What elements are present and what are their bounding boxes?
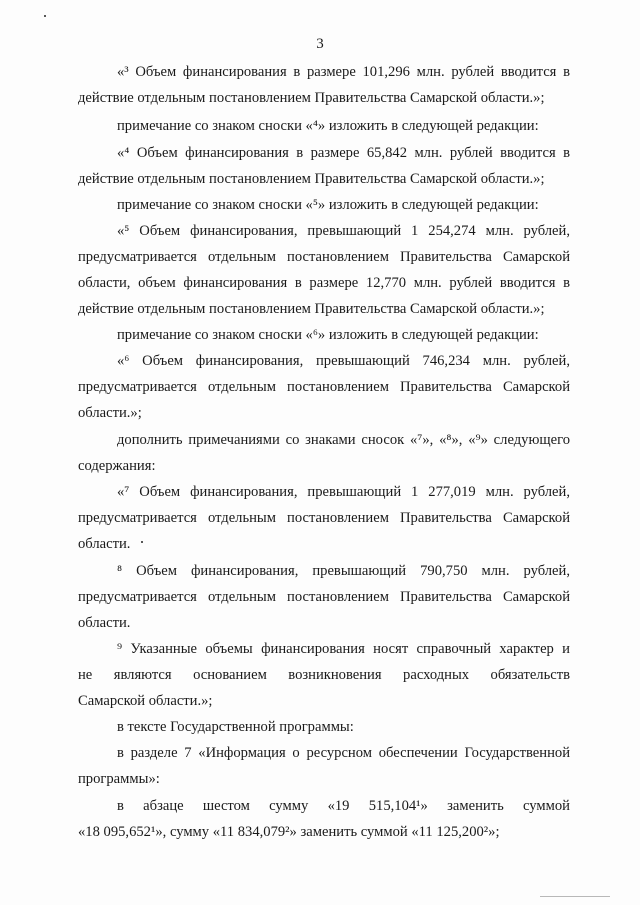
text-line: не являются основанием возникновения расходных обязательств	[78, 667, 570, 683]
text-line: ⁹ Указанные объемы финансирования носят справочный характер и	[117, 641, 570, 657]
text-line: предусматривается отдельным постановлением Правительства Самарской	[78, 249, 570, 265]
text-line: «⁷ Объем финансирования, превышающий 1 277,019 млн. рублей,	[117, 484, 570, 500]
text-line: предусматривается отдельным постановлением Правительства Самарской	[78, 379, 570, 395]
text-line: действие отдельным постановлением Правительства Самарской области.»;	[78, 171, 545, 187]
text-line: области.	[78, 615, 131, 631]
text-line: Самарской области.»;	[78, 693, 213, 709]
text-line: «18 095,652¹», сумму «11 834,079²» заменить суммой «11 125,200²»;	[78, 824, 500, 840]
text-line: примечание со знаком сноски «⁵» изложить в следующей редакции:	[117, 197, 539, 213]
page-number: 3	[316, 36, 324, 52]
text-line: дополнить примечаниями со знаками сносок «⁷», «⁸», «⁹» следующего	[117, 432, 570, 448]
scan-edge-mark	[540, 896, 610, 897]
text-line: действие отдельным постановлением Правительства Самарской области.»;	[78, 90, 545, 106]
text-line: примечание со знаком сноски «⁶» изложить в следующей редакции:	[117, 327, 539, 343]
text-line: ⁸ Объем финансирования, превышающий 790,750 млн. рублей,	[117, 563, 570, 579]
scan-speck	[141, 541, 143, 543]
text-line: в разделе 7 «Информация о ресурсном обеспечении Государственной	[117, 745, 570, 761]
text-line: программы»:	[78, 771, 160, 787]
text-line: в тексте Государственной программы:	[117, 719, 354, 735]
text-line: «⁴ Объем финансирования в размере 65,842 млн. рублей вводится в	[117, 145, 570, 161]
text-line: примечание со знаком сноски «⁴» изложить в следующей редакции:	[117, 118, 539, 134]
text-line: действие отдельным постановлением Правительства Самарской области.»;	[78, 301, 545, 317]
text-line: содержания:	[78, 458, 156, 474]
text-line: области.	[78, 536, 131, 552]
text-line: области, объем финансирования в размере 12,770 млн. рублей вводится в	[78, 275, 570, 291]
text-line: в абзаце шестом сумму «19 515,104¹» заменить суммой	[117, 798, 570, 814]
scan-speck	[44, 15, 46, 17]
text-line: области.»;	[78, 405, 142, 421]
text-line: предусматривается отдельным постановлением Правительства Самарской	[78, 510, 570, 526]
text-line: предусматривается отдельным постановлением Правительства Самарской	[78, 589, 570, 605]
text-line: «⁶ Объем финансирования, превышающий 746,234 млн. рублей,	[117, 353, 570, 369]
text-line: «⁵ Объем финансирования, превышающий 1 254,274 млн. рублей,	[117, 223, 570, 239]
text-line: «³ Объем финансирования в размере 101,296 млн. рублей вводится в	[117, 64, 570, 80]
